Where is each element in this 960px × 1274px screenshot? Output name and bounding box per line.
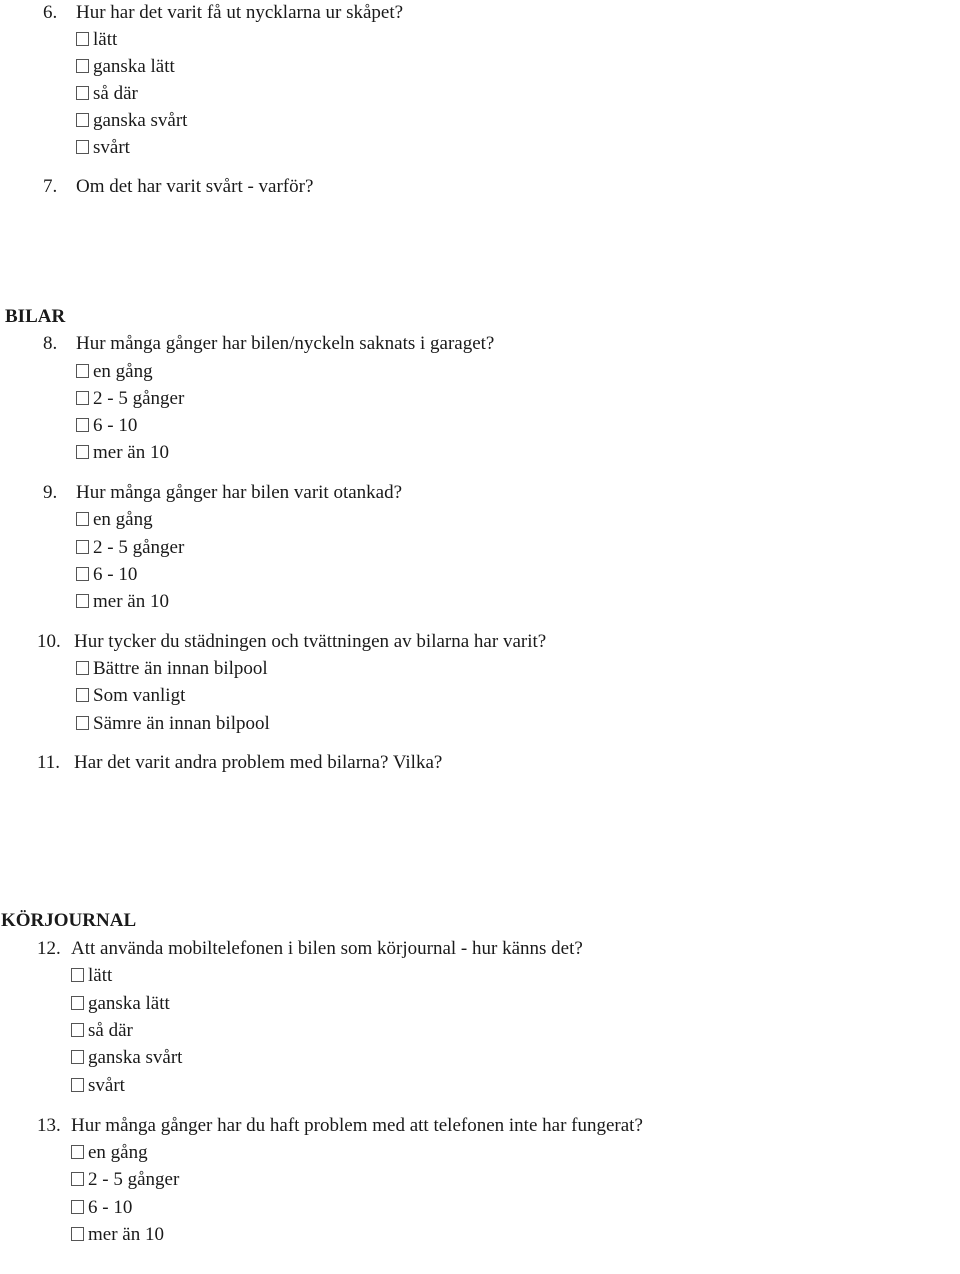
option-samre-an-innan-bilpool[interactable] <box>76 713 270 735</box>
question-7 <box>43 176 313 198</box>
question-text: Om det har varit svårt - varför? <box>76 176 314 197</box>
option-en-gang[interactable] <box>76 509 153 531</box>
question-text: Hur tycker du städningen och tvättningen av bilarna har varit? <box>74 631 547 652</box>
question-number: 10. <box>37 631 61 652</box>
option-2-5-ganger[interactable] <box>76 537 184 559</box>
question-13 <box>37 1115 643 1137</box>
checkbox[interactable] <box>76 661 89 675</box>
checkbox[interactable] <box>76 59 89 73</box>
checkbox[interactable] <box>76 540 89 554</box>
checkbox[interactable] <box>71 1145 84 1159</box>
option-label: 6 - 10 <box>93 415 138 436</box>
checkbox[interactable] <box>76 364 89 378</box>
question-text: Har det varit andra problem med bilarna? Vilka? <box>74 752 443 773</box>
option-label: en gång <box>93 361 153 382</box>
question-number: 8. <box>43 333 58 354</box>
option-label: Bättre än innan bilpool <box>93 658 268 679</box>
question-number: 13. <box>37 1115 61 1136</box>
checkbox[interactable] <box>76 140 89 154</box>
option-label: ganska svårt <box>93 110 188 131</box>
option-label: svårt <box>88 1075 125 1096</box>
checkbox[interactable] <box>71 1172 84 1186</box>
checkbox[interactable] <box>71 1023 84 1037</box>
option-label: 2 - 5 gånger <box>88 1169 180 1190</box>
option-mer-an-10[interactable] <box>76 591 169 613</box>
checkbox[interactable] <box>76 86 89 100</box>
option-svart[interactable] <box>76 137 130 159</box>
option-latt[interactable] <box>71 965 112 987</box>
option-en-gang[interactable] <box>76 361 153 383</box>
option-label: en gång <box>88 1142 148 1163</box>
option-6-10[interactable] <box>71 1197 132 1219</box>
checkbox[interactable] <box>71 1200 84 1214</box>
option-ganska-svart[interactable] <box>71 1047 182 1069</box>
question-text: Hur många gånger har du haft problem med att telefonen inte har fungerat? <box>71 1115 643 1136</box>
option-mer-an-10[interactable] <box>71 1224 164 1246</box>
option-label: mer än 10 <box>93 442 169 463</box>
question-text: Hur många gånger har bilen/nyckeln saknats i garaget? <box>76 333 495 354</box>
question-text: Hur har det varit få ut nycklarna ur skåpet? <box>76 2 404 23</box>
option-label: Som vanligt <box>93 685 186 706</box>
option-label: 2 - 5 gånger <box>93 537 185 558</box>
option-label: mer än 10 <box>93 591 169 612</box>
question-number: 6. <box>43 2 58 23</box>
option-ganska-latt[interactable] <box>76 56 175 78</box>
checkbox[interactable] <box>76 391 89 405</box>
checkbox[interactable] <box>71 1078 84 1092</box>
checkbox[interactable] <box>76 594 89 608</box>
option-label: lätt <box>88 965 113 986</box>
question-9 <box>43 482 402 504</box>
option-mer-an-10[interactable] <box>76 442 169 464</box>
question-number: 9. <box>43 482 58 503</box>
checkbox[interactable] <box>76 32 89 46</box>
question-text: Hur många gånger har bilen varit otankad? <box>76 482 403 503</box>
checkbox[interactable] <box>71 996 84 1010</box>
checkbox[interactable] <box>76 567 89 581</box>
option-label: ganska lätt <box>88 993 170 1014</box>
checkbox[interactable] <box>76 716 89 730</box>
option-label: en gång <box>93 509 153 530</box>
option-label: ganska svårt <box>88 1047 183 1068</box>
checkbox[interactable] <box>76 512 89 526</box>
question-11 <box>37 752 442 774</box>
checkbox[interactable] <box>76 445 89 459</box>
section-heading-bilar: BILAR <box>5 306 66 327</box>
option-sa-dar[interactable] <box>71 1020 133 1042</box>
question-6 <box>43 2 403 24</box>
option-label: ganska lätt <box>93 56 175 77</box>
option-som-vanligt[interactable] <box>76 685 185 707</box>
checkbox[interactable] <box>76 418 89 432</box>
question-12 <box>37 938 583 960</box>
option-label: så där <box>93 83 138 104</box>
option-label: så där <box>88 1020 133 1041</box>
option-ganska-latt[interactable] <box>71 993 170 1015</box>
option-label: lätt <box>93 29 118 50</box>
option-label: 2 - 5 gånger <box>93 388 185 409</box>
question-number: 11. <box>37 752 61 773</box>
option-2-5-ganger[interactable] <box>76 388 184 410</box>
option-latt[interactable] <box>76 29 117 51</box>
checkbox[interactable] <box>76 688 89 702</box>
option-2-5-ganger[interactable] <box>71 1169 179 1191</box>
question-number: 7. <box>43 176 58 197</box>
checkbox[interactable] <box>71 1050 84 1064</box>
question-text: Att använda mobiltelefonen i bilen som körjournal - hur känns det? <box>71 938 583 959</box>
option-6-10[interactable] <box>76 415 137 437</box>
option-label: Sämre än innan bilpool <box>93 713 270 734</box>
question-number: 12. <box>37 938 61 959</box>
question-8 <box>43 333 494 355</box>
option-ganska-svart[interactable] <box>76 110 187 132</box>
option-6-10[interactable] <box>76 564 137 586</box>
checkbox[interactable] <box>71 1227 84 1241</box>
question-10 <box>37 631 546 653</box>
option-sa-dar[interactable] <box>76 83 138 105</box>
option-label: 6 - 10 <box>93 564 138 585</box>
option-svart[interactable] <box>71 1075 125 1097</box>
checkbox[interactable] <box>71 968 84 982</box>
option-en-gang[interactable] <box>71 1142 148 1164</box>
option-label: mer än 10 <box>88 1224 164 1245</box>
section-heading-korjournal: KÖRJOURNAL <box>1 910 137 931</box>
option-label: svårt <box>93 137 130 158</box>
option-battre-an-innan-bilpool[interactable] <box>76 658 268 680</box>
checkbox[interactable] <box>76 113 89 127</box>
option-label: 6 - 10 <box>88 1197 133 1218</box>
